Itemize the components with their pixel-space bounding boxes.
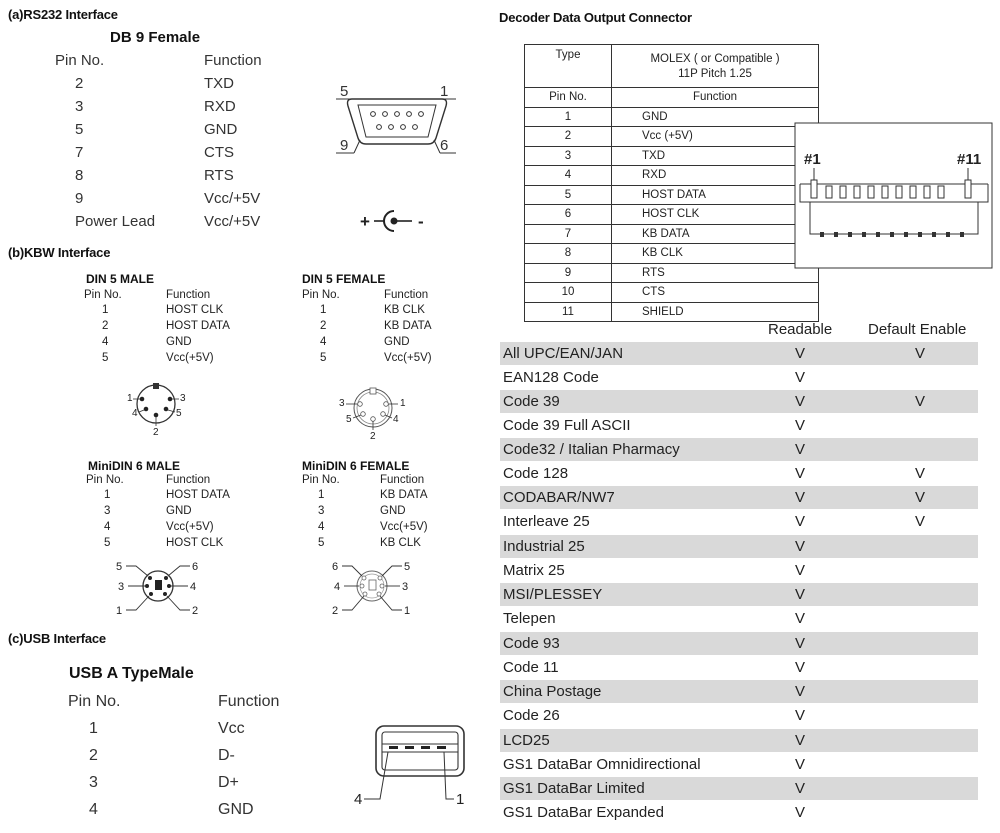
readable-mark: V	[795, 780, 806, 797]
din5-female-label: 4	[393, 414, 399, 425]
db9-label-6: 6	[440, 137, 449, 154]
decoder-col-function: Function	[612, 88, 819, 108]
din5-female-label: 1	[400, 398, 406, 409]
readable-mark: V	[795, 659, 806, 676]
symbology-name: Code 39 Full ASCII	[503, 417, 631, 434]
rs232-func: Vcc/+5V	[204, 190, 261, 207]
minidin6-female-label: 6	[332, 561, 339, 573]
minidin6-female-title: MiniDIN 6 FEMALE	[302, 459, 410, 473]
din5-male-label: 1	[127, 393, 133, 404]
table-row	[500, 390, 978, 413]
default-mark: V	[915, 513, 926, 530]
decoder-pin: 11	[525, 302, 612, 322]
decoder-pin: 8	[525, 244, 612, 264]
usb-a-connector-diagram	[352, 722, 468, 810]
table-row	[500, 753, 978, 776]
minidin6-female-func: Vcc(+5V)	[380, 521, 428, 533]
minidin6-male-diagram	[112, 556, 208, 622]
minidin6-female-diagram	[326, 558, 422, 624]
usb-pin: 3	[89, 774, 98, 791]
rs232-pin: 9	[75, 190, 84, 207]
readable-mark: V	[795, 683, 806, 700]
usb-func: Vcc	[218, 720, 245, 737]
din5-female-func: KB DATA	[384, 320, 432, 332]
din5-female-func: Vcc(+5V)	[384, 352, 432, 364]
decoder-pin: 7	[525, 224, 612, 244]
din5-female-label: 2	[370, 431, 376, 442]
rs232-func: GND	[204, 121, 238, 138]
table-row	[525, 127, 819, 147]
table-row	[525, 146, 819, 166]
din5-male-pin: 4	[102, 336, 109, 348]
symbology-name: Telepen	[503, 610, 556, 627]
usb-pin: 2	[89, 747, 98, 764]
readable-mark: V	[795, 417, 806, 434]
molex-label-pin1: #1	[804, 151, 821, 168]
db9-label-1: 1	[440, 83, 449, 100]
table-row	[525, 205, 819, 225]
din5-female-col-function: Function	[384, 289, 429, 301]
minidin6-male-label: 5	[116, 561, 123, 573]
power-plus-label: +	[360, 212, 370, 231]
readable-mark: V	[795, 369, 806, 386]
decoder-pin: 5	[525, 185, 612, 205]
minidin6-male-func: HOST CLK	[166, 537, 224, 549]
symbology-name: Matrix 25	[503, 562, 565, 579]
usb-diagram-label-4: 4	[354, 791, 363, 808]
decoder-type-value	[612, 45, 819, 88]
din5-female-pin: 4	[320, 336, 327, 348]
db9-title: DB 9 Female	[110, 29, 201, 46]
symbology-name: Code 39	[503, 393, 560, 410]
table-row	[500, 510, 978, 533]
usb-section-title: (c)USB Interface	[8, 631, 106, 646]
minidin6-male-label: 2	[192, 605, 199, 617]
decoder-func: HOST DATA	[612, 185, 819, 205]
minidin6-female-label: 3	[402, 581, 409, 593]
din5-female-col-pin: Pin No.	[302, 289, 340, 301]
decoder-pin: 6	[525, 205, 612, 225]
readable-mark: V	[795, 465, 806, 482]
rs232-col-pin: Pin No.	[55, 52, 105, 69]
minidin6-male-col-pin: Pin No.	[86, 474, 124, 486]
din5-male-pin: 5	[102, 352, 109, 364]
table-row	[500, 656, 978, 679]
readable-mark: V	[795, 610, 806, 627]
din5-male-col-function: Function	[166, 289, 211, 301]
table-row	[525, 166, 819, 186]
din5-male-col-pin: Pin No.	[84, 289, 122, 301]
minidin6-male-pin: 3	[104, 505, 111, 517]
table-row	[500, 680, 978, 703]
decoder-pin: 3	[525, 146, 612, 166]
readable-mark: V	[795, 756, 806, 773]
minidin6-female-pin: 4	[318, 521, 325, 533]
table-row	[500, 559, 978, 582]
usb-pin: 1	[89, 720, 98, 737]
symbology-name: Industrial 25	[503, 538, 585, 555]
symbology-name: CODABAR/NW7	[503, 489, 615, 506]
decoder-title: Decoder Data Output Connector	[499, 10, 692, 25]
table-row	[525, 224, 819, 244]
decoder-func: HOST CLK	[612, 205, 819, 225]
minidin6-male-func: GND	[166, 505, 192, 517]
decoder-pin: 9	[525, 263, 612, 283]
decoder-type-line1: MOLEX ( or Compatible )	[650, 52, 780, 65]
minidin6-female-func: KB DATA	[380, 489, 428, 501]
decoder-type-line2: 11P Pitch 1.25	[678, 67, 752, 80]
table-row	[500, 704, 978, 727]
minidin6-male-label: 3	[118, 581, 125, 593]
minidin6-male-label: 1	[116, 605, 123, 617]
minidin6-male-col-function: Function	[166, 474, 211, 486]
decoder-func: GND	[612, 107, 819, 127]
db9-connector-diagram	[330, 82, 460, 160]
rs232-func: TXD	[204, 75, 234, 92]
din5-male-label: 5	[176, 408, 182, 419]
din5-male-label: 4	[132, 408, 138, 419]
molex-connector-diagram	[794, 122, 994, 270]
din5-female-pin: 5	[320, 352, 327, 364]
col-default-enable: Default Enable	[868, 321, 967, 338]
minidin6-male-pin: 1	[104, 489, 111, 501]
readable-mark: V	[795, 586, 806, 603]
minidin6-female-pin: 3	[318, 505, 325, 517]
rs232-col-function: Function	[204, 52, 262, 69]
minidin6-female-func: KB CLK	[380, 537, 421, 549]
decoder-func: SHIELD	[612, 302, 819, 322]
minidin6-female-label: 2	[332, 605, 339, 617]
decoder-col-pin: Pin No.	[525, 88, 612, 108]
minidin6-male-func: HOST DATA	[166, 489, 230, 501]
din5-female-label: 5	[346, 414, 352, 425]
readable-mark: V	[795, 732, 806, 749]
default-mark: V	[915, 393, 926, 410]
table-row	[525, 283, 819, 303]
decoder-func: RTS	[612, 263, 819, 283]
readable-mark: V	[795, 441, 806, 458]
minidin6-female-col-function: Function	[380, 474, 425, 486]
default-mark: V	[915, 489, 926, 506]
din5-male-func: Vcc(+5V)	[166, 352, 214, 364]
decoder-func: KB CLK	[612, 244, 819, 264]
din5-male-func: GND	[166, 336, 192, 348]
decoder-func: KB DATA	[612, 224, 819, 244]
rs232-pin: 7	[75, 144, 84, 161]
rs232-pin: 3	[75, 98, 84, 115]
rs232-func: Vcc/+5V	[204, 213, 261, 230]
table-row	[500, 535, 978, 558]
readable-mark: V	[795, 707, 806, 724]
symbology-name: Code 11	[503, 659, 559, 676]
symbology-name: Code 128	[503, 465, 569, 482]
decoder-func: Vcc (+5V)	[612, 127, 819, 147]
minidin6-female-func: GND	[380, 505, 406, 517]
table-row	[500, 583, 978, 606]
decoder-func: CTS	[612, 283, 819, 303]
symbology-name: All UPC/EAN/JAN	[503, 345, 624, 362]
table-row	[525, 88, 819, 108]
minidin6-male-pin: 4	[104, 521, 111, 533]
symbology-name: Code 93	[503, 635, 560, 652]
usb-col-function: Function	[218, 693, 280, 710]
table-row	[525, 263, 819, 283]
symbology-name: GS1 DataBar Omnidirectional	[503, 756, 701, 773]
default-mark: V	[915, 345, 926, 362]
rs232-func: CTS	[204, 144, 234, 161]
default-mark: V	[915, 465, 926, 482]
rs232-pin: Power Lead	[75, 213, 156, 230]
decoder-pin: 2	[525, 127, 612, 147]
minidin6-male-pin: 5	[104, 537, 111, 549]
readable-mark: V	[795, 562, 806, 579]
usb-func: D+	[218, 774, 239, 791]
symbology-name: Interleave 25	[503, 513, 590, 530]
din5-female-pin: 2	[320, 320, 327, 332]
din5-male-title: DIN 5 MALE	[86, 272, 155, 286]
readable-mark: V	[795, 538, 806, 555]
minidin6-female-label: 5	[404, 561, 411, 573]
din5-female-title: DIN 5 FEMALE	[302, 272, 386, 286]
readable-mark: V	[795, 393, 806, 410]
rs232-func: RXD	[204, 98, 236, 115]
table-row	[525, 107, 819, 127]
symbology-name: EAN128 Code	[503, 369, 599, 386]
decoder-func: RXD	[612, 166, 819, 186]
din5-male-pin: 2	[102, 320, 109, 332]
decoder-pin-table	[524, 44, 819, 322]
symbology-name: GS1 DataBar Limited	[503, 780, 645, 797]
col-readable: Readable	[768, 321, 833, 338]
kbw-section-title: (b)KBW Interface	[8, 245, 111, 260]
minidin6-female-pin: 1	[318, 489, 325, 501]
decoder-type-label: Type	[525, 45, 612, 88]
rs232-pin: 5	[75, 121, 84, 138]
rs232-pin: 2	[75, 75, 84, 92]
din5-male-func: HOST CLK	[166, 304, 224, 316]
readable-mark: V	[795, 635, 806, 652]
molex-label-pin11: #11	[957, 151, 982, 168]
table-row	[525, 185, 819, 205]
rs232-func: RTS	[204, 167, 234, 184]
decoder-pin: 10	[525, 283, 612, 303]
din5-female-func: GND	[384, 336, 410, 348]
din5-male-func: HOST DATA	[166, 320, 230, 332]
usb-a-title: USB A TypeMale	[69, 665, 194, 682]
symbology-name: LCD25	[503, 732, 550, 749]
symbology-name: China Postage	[503, 683, 602, 700]
usb-func: GND	[218, 801, 254, 818]
usb-func: D-	[218, 747, 235, 764]
minidin6-male-label: 6	[192, 561, 199, 573]
table-row	[500, 729, 978, 752]
rs232-pin: 8	[75, 167, 84, 184]
table-row	[500, 777, 978, 800]
din5-female-diagram	[334, 384, 412, 444]
power-minus-label: -	[418, 212, 424, 231]
rs232-section-title: (a)RS232 Interface	[8, 7, 118, 22]
din5-female-pin: 1	[320, 304, 327, 316]
minidin6-male-func: Vcc(+5V)	[166, 521, 214, 533]
readable-mark: V	[795, 513, 806, 530]
decoder-func: TXD	[612, 146, 819, 166]
readable-mark: V	[795, 489, 806, 506]
minidin6-male-label: 4	[190, 581, 197, 593]
usb-pin: 4	[89, 801, 98, 818]
table-row	[500, 632, 978, 655]
table-row	[500, 462, 978, 485]
din5-female-func: KB CLK	[384, 304, 425, 316]
table-row	[525, 244, 819, 264]
decoder-pin: 4	[525, 166, 612, 186]
minidin6-female-pin: 5	[318, 537, 325, 549]
table-row	[525, 45, 819, 88]
minidin6-female-col-pin: Pin No.	[302, 474, 340, 486]
table-row	[500, 486, 978, 509]
din5-female-label: 3	[339, 398, 345, 409]
readable-mark: V	[795, 345, 806, 362]
minidin6-female-label: 4	[334, 581, 341, 593]
table-row	[500, 607, 978, 630]
din5-male-label: 2	[153, 427, 159, 438]
table-row	[525, 302, 819, 322]
decoder-pin: 1	[525, 107, 612, 127]
table-row	[500, 342, 978, 365]
symbology-name: GS1 DataBar Expanded	[503, 804, 664, 821]
usb-diagram-label-1: 1	[456, 791, 465, 808]
din5-male-pin: 1	[102, 304, 109, 316]
symbology-name: Code 26	[503, 707, 560, 724]
power-polarity-icon	[360, 206, 432, 236]
table-row	[500, 438, 978, 461]
table-row	[500, 414, 978, 437]
symbology-name: MSI/PLESSEY	[503, 586, 603, 603]
usb-col-pin: Pin No.	[68, 693, 121, 710]
table-row	[500, 366, 978, 389]
readable-mark: V	[795, 804, 806, 821]
symbology-name: Code32 / Italian Pharmacy	[503, 441, 680, 458]
db9-label-5: 5	[340, 83, 349, 100]
minidin6-female-label: 1	[404, 605, 411, 617]
din5-male-diagram	[118, 377, 194, 439]
minidin6-male-title: MiniDIN 6 MALE	[88, 459, 180, 473]
db9-label-9: 9	[340, 137, 349, 154]
din5-male-label: 3	[180, 393, 186, 404]
table-row	[500, 801, 978, 824]
